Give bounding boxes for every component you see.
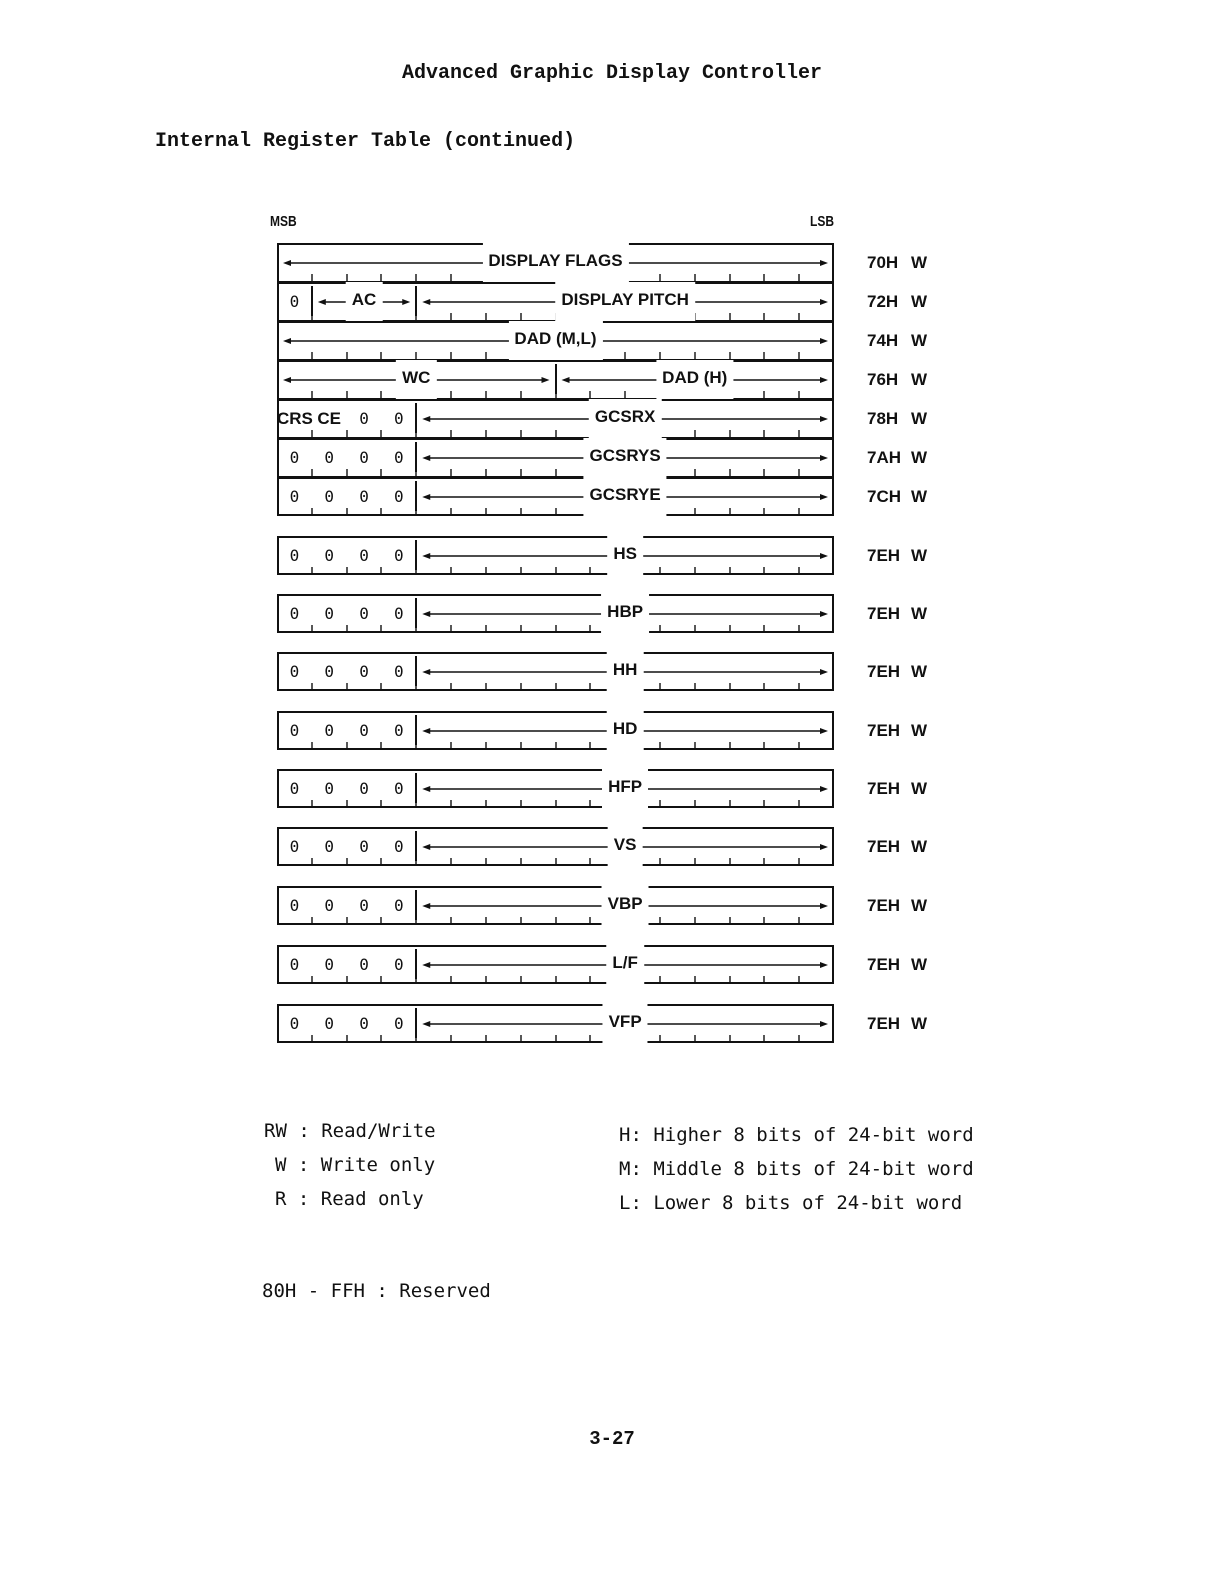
register-address — [867, 779, 937, 799]
bit-cell: 0 — [289, 1014, 300, 1033]
register-address — [867, 662, 937, 682]
register-row — [277, 282, 834, 321]
bit-cell: 0 — [289, 546, 300, 565]
field-span-arrow — [277, 652, 834, 691]
bit-cell: 0 — [324, 546, 335, 565]
register-row — [277, 886, 834, 925]
register-address — [867, 1014, 937, 1034]
address-text: 70H — [867, 253, 899, 272]
page-number: 3-27 — [589, 1428, 635, 1450]
register-address — [867, 253, 937, 273]
register-address — [867, 292, 937, 312]
register-row — [277, 438, 834, 477]
access-code: W — [911, 409, 928, 428]
access-code: W — [911, 253, 928, 272]
register-address — [867, 409, 937, 429]
address-text: 7CH — [867, 487, 902, 506]
field-label: GCSRYE — [584, 477, 667, 516]
field-label: HD — [607, 711, 644, 750]
register-field — [277, 282, 834, 321]
field-span-arrow — [277, 1004, 834, 1043]
register-field — [277, 360, 834, 399]
access-code: W — [911, 292, 928, 311]
address-text: 72H — [867, 292, 899, 311]
register-address — [867, 837, 937, 857]
register-row — [277, 321, 834, 360]
bit-cell: 0 — [324, 896, 335, 915]
access-code: W — [911, 546, 928, 565]
bit-cell: 0 — [359, 546, 369, 565]
bit-cell: 0 — [289, 487, 300, 506]
bit-cell: 0 — [394, 546, 404, 565]
register-address — [867, 370, 937, 390]
field-label: DISPLAY FLAGS — [482, 243, 628, 282]
access-code: W — [911, 1014, 928, 1033]
field-label: VBP — [602, 886, 649, 925]
bit-cell: CE — [317, 409, 342, 428]
field-label: DAD (M,L) — [508, 321, 602, 360]
register-field — [277, 594, 834, 633]
register-field — [277, 477, 834, 516]
field-span-arrow — [277, 477, 834, 516]
bit-cell: 0 — [394, 487, 404, 506]
access-code: W — [911, 448, 928, 467]
field-label: VFP — [603, 1004, 648, 1043]
field-span-arrow — [277, 945, 834, 984]
lsb-label: LSB — [810, 213, 834, 230]
field-label: DAD (H) — [656, 360, 733, 399]
register-address — [867, 448, 937, 468]
register-row — [277, 711, 834, 750]
register-field — [277, 652, 834, 691]
register-row — [277, 1004, 834, 1043]
legend-rw: RW : Read/Write — [264, 1120, 436, 1142]
access-code: W — [911, 779, 928, 798]
field-span-arrow — [277, 399, 834, 438]
legend-w: W : Write only — [275, 1154, 436, 1176]
bit-cell: 0 — [394, 662, 404, 681]
legend-h: H: Higher 8 bits of 24-bit word — [619, 1124, 974, 1146]
register-address — [867, 721, 937, 741]
field-span-arrow — [277, 594, 834, 633]
address-text: 78H — [867, 409, 899, 428]
bit-cell: 0 — [394, 721, 404, 740]
register-field — [277, 769, 834, 808]
bit-cell: 0 — [359, 448, 369, 467]
register-field — [277, 438, 834, 477]
register-address — [867, 546, 937, 566]
legend-l: L: Lower 8 bits of 24-bit word — [619, 1192, 963, 1214]
register-row — [277, 945, 834, 984]
section-title: Internal Register Table (continued) — [155, 130, 576, 153]
field-span-arrow — [277, 886, 834, 925]
register-row — [277, 399, 834, 438]
bit-cell: 0 — [359, 487, 369, 506]
bit-cell: 0 — [289, 955, 300, 974]
bit-cell: 0 — [289, 662, 300, 681]
address-text: 76H — [867, 370, 899, 389]
field-label: AC — [346, 282, 383, 321]
register-field — [277, 321, 834, 360]
bit-cell: 0 — [289, 448, 300, 467]
bit-cell: 0 — [289, 721, 300, 740]
register-row — [277, 360, 834, 399]
page-title: Advanced Graphic Display Controller — [401, 62, 823, 85]
address-text: 7EH — [867, 896, 901, 915]
field-span-arrow — [277, 438, 834, 477]
bit-cell: 0 — [394, 779, 404, 798]
register-field — [277, 243, 834, 282]
register-field — [277, 399, 834, 438]
register-address — [867, 955, 937, 975]
bit-cell: 0 — [359, 662, 369, 681]
address-text: 7EH — [867, 721, 901, 740]
register-row — [277, 827, 834, 866]
address-text: 7EH — [867, 1014, 901, 1033]
field-span-arrow — [277, 769, 834, 808]
bit-cell: 0 — [359, 779, 369, 798]
field-label: HBP — [601, 594, 649, 633]
field-label: WC — [396, 360, 436, 399]
access-code: W — [911, 487, 928, 506]
field-label: HFP — [602, 769, 648, 808]
register-field — [277, 1004, 834, 1043]
register-row — [277, 536, 834, 575]
bit-cell: 0 — [324, 955, 335, 974]
address-text: 7EH — [867, 837, 901, 856]
address-text: 7EH — [867, 779, 901, 798]
bit-cell: 0 — [289, 896, 300, 915]
access-code: W — [911, 331, 928, 350]
access-code: W — [911, 604, 928, 623]
bit-cell: 0 — [359, 955, 369, 974]
register-row — [277, 243, 834, 282]
register-row — [277, 652, 834, 691]
field-label: GCSRX — [589, 399, 661, 438]
bit-cell: 0 — [324, 779, 335, 798]
register-address — [867, 487, 937, 507]
reserved-note: 80H - FFH : Reserved — [262, 1280, 491, 1302]
register-row — [277, 477, 834, 516]
address-text: 7EH — [867, 546, 901, 565]
field-label: HS — [607, 536, 643, 575]
msb-label: MSB — [270, 213, 297, 230]
register-field — [277, 945, 834, 984]
address-text: 7AH — [867, 448, 902, 467]
bit-cell: 0 — [324, 604, 335, 623]
bit-cell: 0 — [289, 604, 300, 623]
field-label: VS — [608, 827, 643, 866]
register-address — [867, 604, 937, 624]
bit-cell: 0 — [289, 779, 300, 798]
bit-cell: 0 — [359, 837, 369, 856]
bit-cell: 0 — [394, 1014, 404, 1033]
bit-cell: 0 — [324, 1014, 335, 1033]
bit-cell: 0 — [394, 837, 404, 856]
register-field — [277, 711, 834, 750]
bit-cell: 0 — [324, 721, 335, 740]
bit-cell: 0 — [324, 837, 335, 856]
access-code: W — [911, 721, 928, 740]
address-text: 74H — [867, 331, 899, 350]
access-code: W — [911, 662, 928, 681]
address-text: 7EH — [867, 662, 901, 681]
register-row — [277, 594, 834, 633]
register-address — [867, 896, 937, 916]
register-field — [277, 536, 834, 575]
field-span-arrow — [277, 711, 834, 750]
access-code: W — [911, 837, 928, 856]
bit-cell: 0 — [359, 1014, 369, 1033]
access-code: W — [911, 955, 928, 974]
bit-cell: 0 — [359, 896, 369, 915]
field-label: GCSRYS — [584, 438, 667, 477]
register-field — [277, 827, 834, 866]
field-span-arrow — [277, 536, 834, 575]
access-code: W — [911, 370, 928, 389]
bit-cell: 0 — [324, 662, 335, 681]
bit-cell: 0 — [289, 292, 300, 311]
bit-cell: 0 — [394, 955, 404, 974]
bit-cell: 0 — [289, 837, 300, 856]
access-code: W — [911, 896, 928, 915]
bit-cell: 0 — [359, 721, 369, 740]
field-span-arrow — [277, 360, 834, 399]
bit-cell: 0 — [394, 409, 404, 428]
legend-r: R : Read only — [275, 1188, 424, 1210]
bit-cell: 0 — [324, 448, 335, 467]
bit-cell: 0 — [359, 604, 369, 623]
address-text: 7EH — [867, 955, 901, 974]
field-label: L/F — [606, 945, 644, 984]
register-row — [277, 769, 834, 808]
bit-cell: 0 — [394, 604, 404, 623]
field-label: HH — [607, 652, 644, 691]
legend-m: M: Middle 8 bits of 24-bit word — [619, 1158, 974, 1180]
register-field — [277, 886, 834, 925]
address-text: 7EH — [867, 604, 901, 623]
bit-cell: 0 — [324, 487, 335, 506]
field-label: DISPLAY PITCH — [555, 282, 695, 321]
bit-cell: 0 — [394, 448, 404, 467]
register-address — [867, 331, 937, 351]
bit-cell: 0 — [359, 409, 369, 428]
field-span-arrow — [277, 827, 834, 866]
bit-cell: CRS — [277, 409, 313, 428]
bit-cell: 0 — [394, 896, 404, 915]
